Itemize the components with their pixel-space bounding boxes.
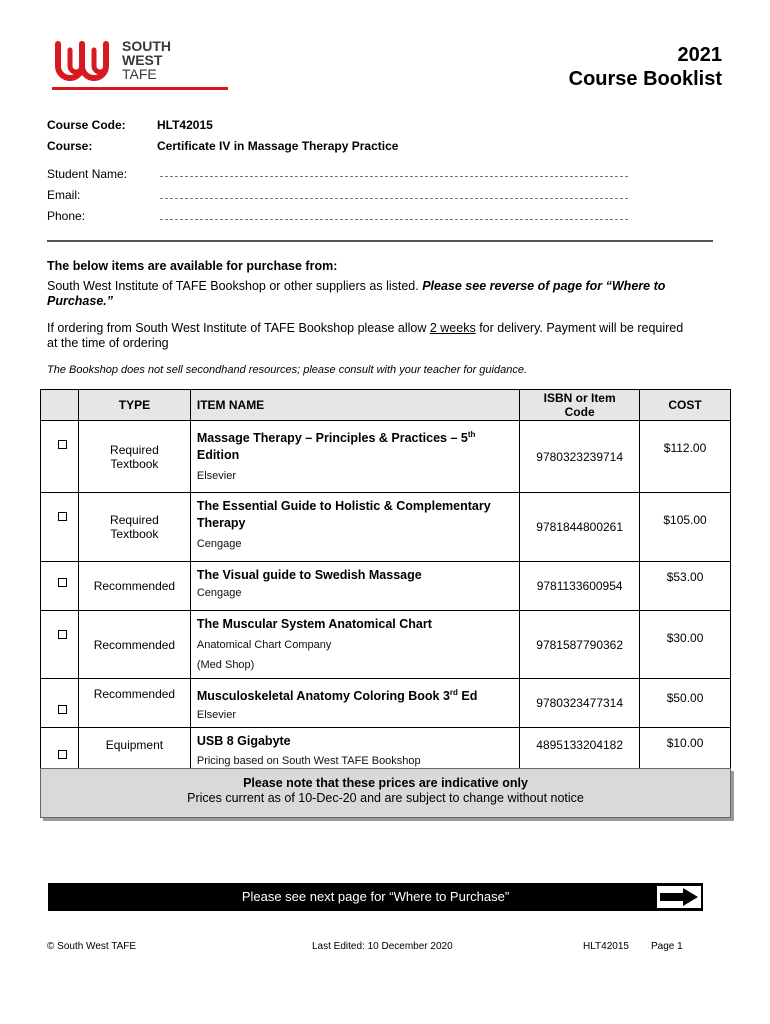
item-cell [190,421,519,493]
course-value: Certificate IV in Massage Therapy Practice [157,139,399,153]
email-label: Email: [47,188,81,202]
isbn-cell: 9780323239714 [520,421,640,493]
footer-course-code: HLT42015 [583,941,629,952]
item-publisher: Cengage [196,538,242,550]
item-publisher-line-2: (Med Shop) [196,659,255,671]
next-page-text: Please see next page for “Where to Purchase” [241,889,510,904]
header-isbn-line-1: ISBN or Item [543,391,616,405]
type-cell: Recommended [78,562,190,611]
row-checkbox-cell [41,421,79,493]
checkbox[interactable] [58,705,67,714]
next-page-banner [48,883,703,911]
header-isbn [520,390,640,421]
row-checkbox-cell [41,679,79,728]
suppliers-emphasis-1: Please see reverse of page for “Where to [422,279,666,293]
cost-cell: $30.00 [640,611,731,679]
checkbox[interactable] [58,750,67,759]
item-cell [190,493,519,562]
type-cell: Equipment [78,728,190,774]
table-row [41,611,731,679]
item-name [197,498,513,532]
item-cell [190,679,519,728]
item-name [197,684,513,705]
table-header-row [41,390,731,421]
footer-page-number: Page 1 [651,941,683,952]
type-line-2: Textbook [110,527,159,541]
ordering-line-2: at the time of ordering [47,336,169,350]
type-cell: Recommended [78,611,190,679]
header-item-name: ITEM NAME [190,390,519,421]
isbn-cell: 9781587790362 [520,611,640,679]
type-cell: Recommended [78,679,190,728]
item-name-superscript: th [467,430,476,439]
item-publisher: Elsevier [196,470,236,483]
footer-copyright: © South West TAFE [47,941,137,952]
cost-cell: $112.00 [640,421,731,493]
item-name-text: Massage Therapy – Principles & Practices – 5 [196,431,468,446]
item-name: The Visual guide to Swedish Massage [196,568,422,582]
type-line-1: Required [110,442,159,457]
ordering-paragraph [47,321,727,351]
ordering-pre: If ordering from South West Institute of TAFE Bookshop please allow [47,321,427,335]
item-cell [190,611,519,679]
suppliers-paragraph [47,279,727,309]
student-name-field[interactable] [160,176,628,177]
row-checkbox-cell [41,728,79,774]
item-name-text: The Essential Guide to Holistic & Complementary [196,499,491,513]
table-row [41,728,731,774]
price-note-title: Please note that these prices are indicative only [243,776,528,790]
row-checkbox-cell [41,611,79,679]
logo-line-2: WEST [122,52,163,68]
row-checkbox-cell [41,493,79,562]
right-arrow-icon [657,886,701,908]
suppliers-emphasis-2: Purchase.” [47,294,114,308]
type-cell [78,493,190,562]
cost-cell: $50.00 [640,679,731,728]
type-cell [78,421,190,493]
item-publisher: Anatomical Chart Company [196,639,332,651]
table-row [41,679,731,728]
ordering-weeks: 2 weeks [429,321,476,335]
item-publisher: Cengage [196,587,242,599]
isbn-cell: 9781133600954 [520,562,640,611]
item-name-line-2: Therapy [196,516,246,530]
type-line-2: Textbook [110,456,159,471]
price-note-subtitle: Prices current as of 10-Dec-20 and are subject to change without notice [187,791,584,805]
item-name [197,426,513,464]
item-name: The Muscular System Anatomical Chart [196,617,432,631]
year: 2021 [677,44,722,66]
table-row [41,493,731,562]
isbn-cell: 9781844800261 [520,493,640,562]
checkbox[interactable] [58,440,67,449]
section-divider [47,240,713,242]
item-name-line-2: Edition [196,448,240,463]
logo-underline [52,87,228,90]
item-publisher: Elsevier [196,709,236,722]
south-west-tafe-logo [52,36,232,92]
item-publisher: Pricing based on South West TAFE Bookshop [196,755,421,768]
available-heading: The below items are available for purchase from: [47,259,338,273]
price-note-box [40,768,731,818]
student-name-label: Student Name: [47,167,128,181]
table-row [41,562,731,611]
cost-cell: $53.00 [640,562,731,611]
cost-cell: $10.00 [640,728,731,774]
header-cost: COST [640,390,731,421]
phone-label: Phone: [47,209,86,223]
course-code-value: HLT42015 [157,118,213,132]
item-cell [190,562,519,611]
header-type: TYPE [78,390,190,421]
ordering-post: for delivery. Payment will be required [479,321,684,335]
footer-last-edited: Last Edited: 10 December 2020 [312,941,453,952]
logo-line-3: TAFE [122,66,157,82]
item-name: USB 8 Gigabyte [196,734,291,749]
item-name-superscript: rd [449,688,458,697]
item-name-text: Musculoskeletal Anatomy Coloring Book 3 [196,689,450,704]
secondhand-note: The Bookshop does not sell secondhand resources; please consult with your teacher for guidance. [47,364,528,376]
item-name-suffix: Ed [457,689,478,704]
checkbox[interactable] [58,630,67,639]
checkbox[interactable] [58,578,67,587]
phone-field[interactable] [160,219,628,220]
cost-cell: $105.00 [640,493,731,562]
header-isbn-line-2: Code [564,405,595,419]
course-code-label: Course Code: [47,118,126,132]
checkbox[interactable] [58,512,67,521]
table-row [41,421,731,493]
booklist-table [40,389,731,774]
isbn-cell: 9780323477314 [520,679,640,728]
course-label: Course: [47,139,93,153]
type-line-1: Required [110,513,159,527]
email-field[interactable] [160,198,628,199]
suppliers-text: South West Institute of TAFE Bookshop or other suppliers as listed. [47,279,419,293]
row-checkbox-cell [41,562,79,611]
logo-line-1: SOUTH [122,38,171,54]
header-checkbox-column [41,390,79,421]
page-title: Course Booklist [568,68,722,90]
item-cell [190,728,519,774]
isbn-cell: 4895133204182 [520,728,640,774]
